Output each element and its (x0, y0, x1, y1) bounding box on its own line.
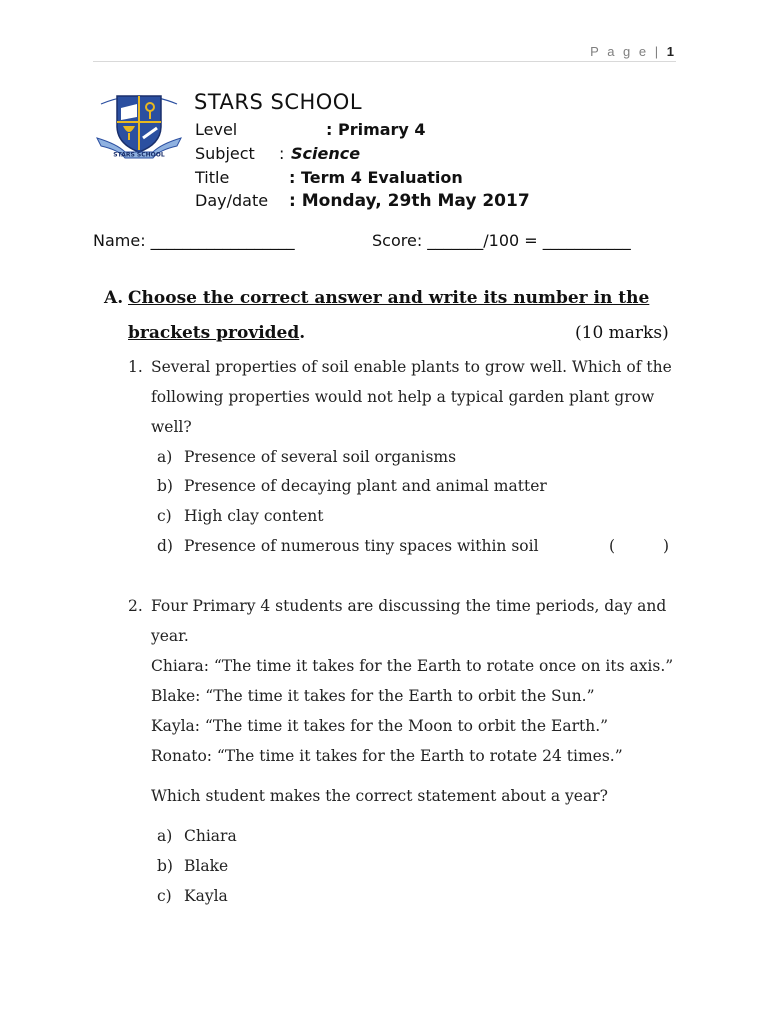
section-letter: A. (104, 288, 124, 308)
level-label: Level (195, 120, 238, 139)
option-text: Presence of numerous tiny spaces within soil (184, 537, 539, 555)
student-statement: Ronato: “The time it takes for the Earth to rotate 24 times.” (151, 747, 623, 765)
score-field: Score: _______/100 = ___________ (372, 231, 631, 250)
student-statement: Chiara: “The time it takes for the Earth to rotate once on its axis.” (151, 657, 674, 675)
section-title-line2: brackets provided (128, 323, 300, 343)
option-letter: b) (157, 857, 173, 875)
page-number: 1 (666, 44, 674, 59)
option-letter: c) (157, 887, 172, 905)
option-text: High clay content (184, 507, 324, 525)
section-marks: (10 marks) (575, 323, 669, 343)
title-label: Title (195, 168, 230, 187)
answer-bracket-open[interactable]: ( (609, 537, 616, 555)
section-title-period: . (299, 323, 306, 343)
question-1-line: following properties would not help a typical garden plant grow (151, 388, 655, 406)
student-statement: Kayla: “The time it takes for the Moon to orbit the Earth.” (151, 717, 609, 735)
svg-text:STARS SCHOOL: STARS SCHOOL (113, 151, 165, 159)
section-title-line1: Choose the correct answer and write its number in the (128, 288, 650, 308)
option-letter: a) (157, 827, 173, 845)
level-value: : Primary 4 (326, 120, 426, 139)
title-value: : Term 4 Evaluation (289, 168, 463, 187)
option-text: Blake (184, 857, 229, 875)
school-crest-icon (95, 80, 183, 160)
header-divider (93, 61, 676, 62)
question-2-prompt: Which student makes the correct statement about a year? (151, 787, 608, 805)
subject-value: Science (291, 144, 361, 163)
page-number-header (590, 44, 674, 59)
option-text: Presence of decaying plant and animal matter (184, 477, 547, 495)
question-2-number: 2. (128, 597, 143, 615)
subject-colon: : (279, 144, 285, 163)
option-text: Kayla (184, 887, 228, 905)
option-letter: a) (157, 448, 173, 466)
question-2-line: Four Primary 4 students are discussing the time periods, day and (151, 597, 667, 615)
date-value: : Monday, 29th May 2017 (289, 191, 530, 211)
school-name: STARS SCHOOL (194, 90, 363, 114)
option-letter: d) (157, 537, 173, 555)
page-label: P a g e (590, 44, 649, 59)
question-2-line: year. (151, 627, 189, 645)
date-label: Day/date (195, 191, 269, 210)
student-name-field[interactable]: Name: __________________ (93, 231, 295, 250)
subject-label: Subject (195, 144, 255, 163)
option-text: Presence of several soil organisms (184, 448, 457, 466)
option-letter: c) (157, 507, 172, 525)
question-1-line: well? (151, 418, 192, 436)
option-text: Chiara (184, 827, 237, 845)
section-title-line2-wrap (128, 323, 305, 343)
page-separator: | (654, 44, 661, 59)
answer-bracket-close[interactable]: ) (663, 537, 670, 555)
option-letter: b) (157, 477, 173, 495)
school-logo (95, 80, 183, 160)
question-1-number: 1. (128, 358, 143, 376)
student-statement: Blake: “The time it takes for the Earth to orbit the Sun.” (151, 687, 595, 705)
question-1-line: Several properties of soil enable plants to grow well. Which of the (151, 358, 672, 376)
